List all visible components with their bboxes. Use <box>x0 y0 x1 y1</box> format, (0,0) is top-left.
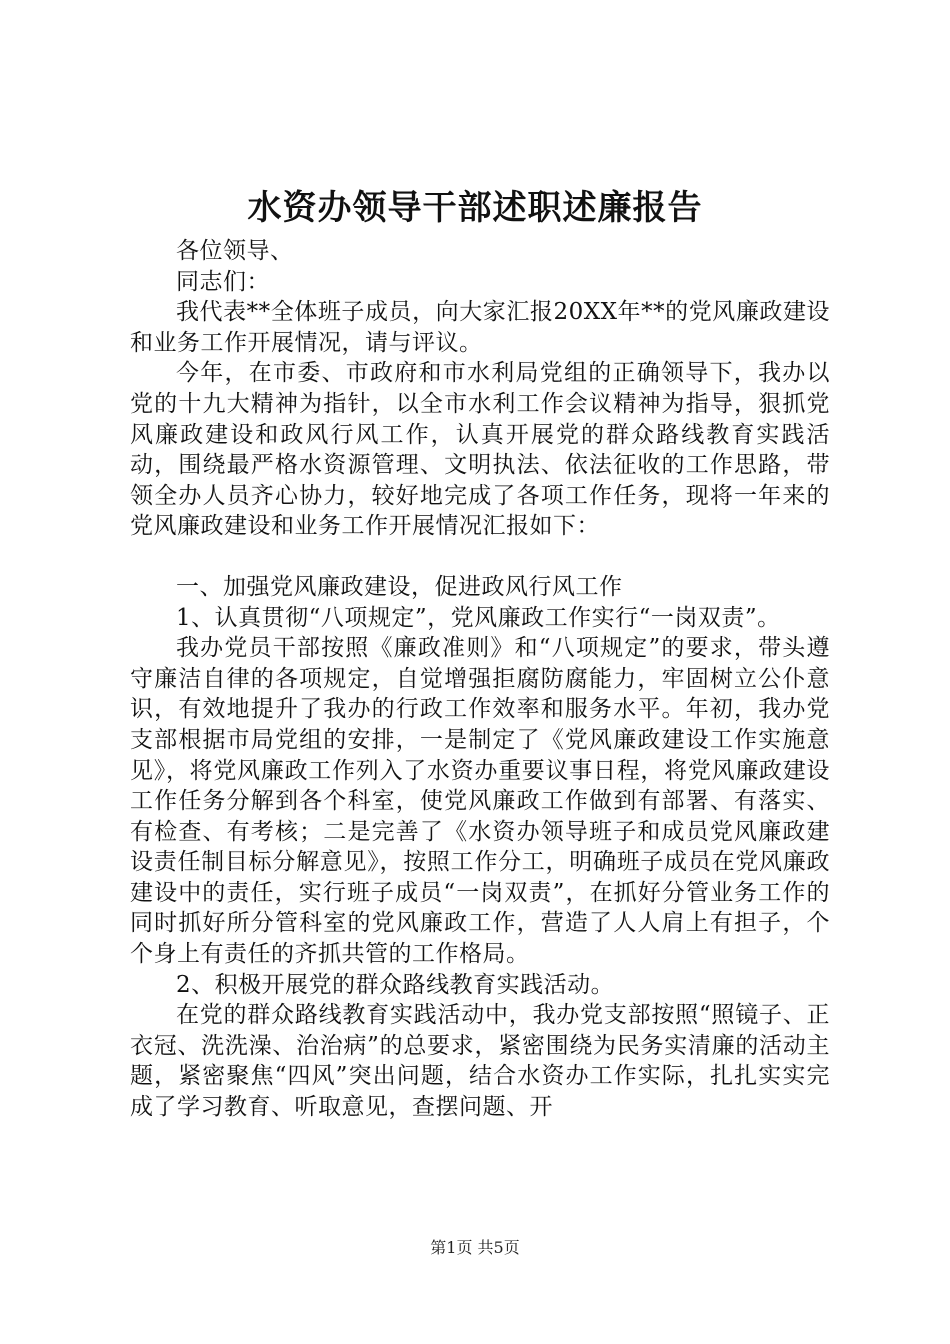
section-heading-1: 一、加强党风廉政建设，促进政风行风工作 <box>176 573 623 600</box>
body-paragraph-2: 在党的群众路线教育实践活动中，我办党支部按照“照镜子、正衣冠、洗洗澡、治治病”的总要求，紧密围绕为民务实清廉的活动主题，紧密聚焦“四风”突出问题，结合水资办工作实际，扎扎实实完成了学习教育、听取意见，查摆问题、开 <box>130 1002 830 1121</box>
subsection-heading-1: 1、认真贯彻“八项规定”，党风廉政工作实行“一岗双责”。 <box>176 604 781 631</box>
body-paragraph-1: 我办党员干部按照《廉政准则》和“八项规定”的要求，带头遵守廉洁自律的各项规定，自觉增强拒腐防腐能力，牢固树立公仆意识，有效地提升了我办的行政工作效率和服务水平。年初，我办党支部根据市局党组的安排，一是制定了《党风廉政建设工作实施意见》，将党风廉政工作列入了水资办重要议事日程，将党风廉政建设工作任务分解到各个科室，使党风廉政工作做到有部署、有落实、有检查、有考核；二是完善了《水资办领导班子和成员党风廉政建设责任制目标分解意见》，按照工作分工，明确班子成员在党风廉政建设中的责任，实行班子成员“一岗双责”，在抓好分管业务工作的同时抓好所分管科室的党风廉政工作，营造了人人肩上有担子，个个身上有责任的齐抓共管的工作格局。 <box>130 635 830 968</box>
overview-paragraph: 今年，在市委、市政府和市水利局党组的正确领导下，我办以党的十九大精神为指针，以全市水利工作会议精神为指导，狠抓党风廉政建设和政风行风工作，认真开展党的群众路线教育实践活动，围绕最严格水资源管理、文明执法、依法征收的工作思路，带领全办人员齐心协力，较好地完成了各项工作任务，现将一年来的党风廉政建设和业务工作开展情况汇报如下： <box>130 360 830 540</box>
document-title: 水资办领导干部述职述廉报告 <box>247 188 703 228</box>
salutation-comrades: 同志们： <box>176 268 270 295</box>
page-footer: 第1页 共5页 <box>430 1238 520 1257</box>
subsection-heading-2: 2、积极开展党的群众路线教育实践活动。 <box>176 971 615 998</box>
intro-paragraph: 我代表**全体班子成员，向大家汇报20XX年**的党风廉政建设和业务工作开展情况，请与评议。 <box>130 299 830 356</box>
document-body <box>130 236 830 1123</box>
salutation-leaders: 各位领导、 <box>176 238 294 264</box>
